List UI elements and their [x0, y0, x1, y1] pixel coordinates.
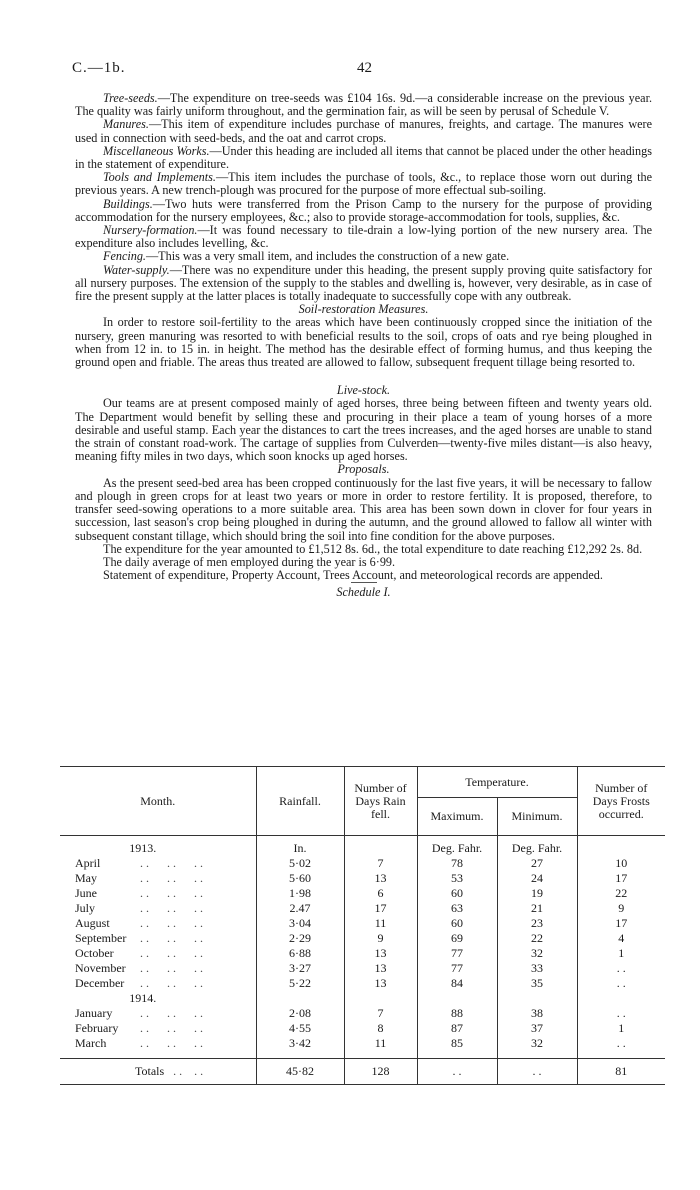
paragraph	[75, 224, 652, 250]
min-temp-cell: 32	[497, 946, 577, 961]
soil-paragraph: In order to restore soil-fertility to the areas which have been continuously cropped since the initiation of the nursery, green manuring was resorted to with beneficial results to the soil, crops of oats and rye being ploughed in when from 12 in. to 15 in. in height. The method has the desirable effect of forming humus, and thus keeping the ground open and friable. The areas thus treated are allowed to fallow, subsequent frequent tillage being resorted to.	[75, 315, 652, 370]
year-1914: 1914.	[129, 990, 157, 1005]
livestock-heading: Live-stock.	[336, 383, 391, 398]
rain-days-cell: 6	[344, 886, 417, 901]
daily-average-paragraph: The daily average of men employed during the year is 6·99.	[103, 554, 396, 569]
max-temp-cell: 85	[417, 1036, 497, 1051]
max-temp-cell: 77	[417, 961, 497, 976]
totals-max: . .	[417, 1059, 497, 1085]
month-cell: February . . . . . .	[75, 1020, 203, 1035]
frost-days-cell: 1	[577, 1021, 665, 1036]
table-row	[60, 886, 665, 901]
max-temp-cell: 84	[417, 976, 497, 991]
frost-days-cell: 17	[577, 871, 665, 886]
rain-days-cell: 7	[344, 856, 417, 871]
frost-days-cell: 17	[577, 916, 665, 931]
unit-rainfall: In.	[256, 836, 344, 856]
year-1913: 1913.	[60, 836, 256, 856]
frost-days-cell: . .	[577, 1036, 665, 1051]
rainfall-cell: 6·88	[256, 946, 344, 961]
frost-days-cell: 10	[577, 856, 665, 871]
rainfall-cell: 2.47	[256, 901, 344, 916]
month-cell: June . . . . . .	[75, 885, 203, 900]
header-month: Month.	[60, 767, 256, 836]
frost-days-cell: . .	[577, 1006, 665, 1021]
proposals-paragraph: As the present seed-bed area has been cropped continuously for the last five years, it will be necessary to fallow and plough in green crops for at least two years or more in order to restore fertility. It is proposed, therefore, to transfer seed-sowing operations to a more suitable area. This area has been sown down in clover for four years in succession, last season's crop being ploughed in during the autumn, and the ground allowed to fallow all winter with subsequent constant tillage, which should bring the soil into fine condition for the above purposes.	[75, 475, 652, 543]
unit-min: Deg. Fahr.	[497, 836, 577, 856]
paragraph	[75, 145, 652, 171]
expenditure-paragraphs	[75, 92, 652, 303]
month-cell: January . . . . . .	[75, 1005, 203, 1020]
min-temp-cell: 35	[497, 976, 577, 991]
rainfall-cell: 2·08	[256, 1006, 344, 1021]
header-temperature: Temperature.	[417, 767, 577, 798]
max-temp-cell: 53	[417, 871, 497, 886]
paragraph	[75, 118, 652, 144]
paragraph-text: —Under this heading are included all items that cannot be placed under the other headings in the statement of expenditure.	[75, 143, 652, 172]
table-row	[60, 1036, 665, 1051]
unit-max: Deg. Fahr.	[417, 836, 497, 856]
table-row	[60, 976, 665, 991]
table-row	[60, 856, 665, 871]
paragraph-text: —It was found necessary to tile-drain a low-lying portion of the new nursery area. The expenditure also includes levelling, &c.	[75, 223, 652, 251]
paragraph-text: —Two huts were transferred from the Prison Camp to the nursery for the purpose of providing accommodation for the nursery employees, &c.; also to provide storage-accommodation for tools, supplies, &c.	[75, 196, 652, 224]
month-cell: July . . . . . .	[75, 900, 203, 915]
totals-row	[60, 1059, 665, 1085]
appended-statement-paragraph: Statement of expenditure, Property Account, Trees Account, and meteorological records are appended.	[103, 568, 603, 583]
header-minimum: Minimum.	[497, 798, 577, 836]
min-temp-cell: 27	[497, 856, 577, 871]
rain-days-cell: 17	[344, 901, 417, 916]
paragraph	[75, 198, 652, 224]
max-temp-cell: 77	[417, 946, 497, 961]
header-frost-days: Number of Days Frosts occurred.	[577, 767, 665, 836]
frost-days-cell: 9	[577, 901, 665, 916]
paragraph-lead: Tools and Implements.	[103, 170, 216, 185]
paragraph-lead: Miscellaneous Works.	[103, 143, 210, 158]
rain-days-cell: 13	[344, 961, 417, 976]
max-temp-cell: 69	[417, 931, 497, 946]
expenditure-total-paragraph: The expenditure for the year amounted to £1,512 8s. 6d., the total expenditure to date reaching £12,292 2s. 8d.	[103, 541, 643, 556]
rainfall-cell: 3·42	[256, 1036, 344, 1051]
section-divider	[351, 582, 377, 583]
max-temp-cell: 60	[417, 886, 497, 901]
totals-rain-days: 128	[344, 1059, 417, 1085]
rain-days-cell: 13	[344, 946, 417, 961]
rain-days-cell: 11	[344, 916, 417, 931]
rain-days-cell: 9	[344, 931, 417, 946]
paragraph	[75, 92, 652, 118]
min-temp-cell: 38	[497, 1006, 577, 1021]
min-temp-cell: 32	[497, 1036, 577, 1051]
max-temp-cell: 63	[417, 901, 497, 916]
table-row	[60, 901, 665, 916]
frost-days-cell: 4	[577, 931, 665, 946]
max-temp-cell: 78	[417, 856, 497, 871]
table-row	[60, 1006, 665, 1021]
max-temp-cell: 88	[417, 1006, 497, 1021]
page-header	[72, 60, 657, 78]
month-cell: October . . . . . .	[75, 945, 203, 960]
header-rain-days: Number of Days Rain fell.	[344, 767, 417, 836]
month-cell: September . . . . . .	[75, 930, 203, 945]
min-temp-cell: 21	[497, 901, 577, 916]
paragraph-text: —This item includes the purchase of tools, &c., to replace those worn out during the previous years. A new trench-plough was procured for the purpose of more effectual sub-soiling.	[75, 170, 652, 198]
table-row	[60, 916, 665, 931]
month-cell: December . . . . . .	[75, 975, 203, 990]
min-temp-cell: 22	[497, 931, 577, 946]
paragraph-lead: Water-supply.	[103, 262, 170, 277]
table-row	[60, 931, 665, 946]
min-temp-cell: 33	[497, 961, 577, 976]
rain-days-cell: 8	[344, 1021, 417, 1036]
max-temp-cell: 60	[417, 916, 497, 931]
frost-days-cell: 22	[577, 886, 665, 901]
min-temp-cell: 37	[497, 1021, 577, 1036]
month-cell: November . . . . . .	[75, 960, 203, 975]
frost-days-cell: 1	[577, 946, 665, 961]
document-reference: C.—1b.	[72, 60, 126, 76]
livestock-paragraph: Our teams are at present composed mainly of aged horses, three being between fifteen and twenty years old. The Department would benefit by selling these and procuring in their place a team of young horses of a more desirable and useful stamp. Each year the distances to cart the trees increases, and the aged horses are unable to stand the strain of constant road-work. The cartage of supplies from Culverden—twenty-five miles distant—is also heavy, meaning fifty miles in two days, which soon knocks up aged horses.	[75, 396, 652, 464]
schedule-table	[60, 766, 665, 1086]
rainfall-cell: 2·29	[256, 931, 344, 946]
rainfall-cell: 3·27	[256, 961, 344, 976]
min-temp-cell: 23	[497, 916, 577, 931]
paragraph-lead: Manures.	[103, 117, 149, 132]
rain-days-cell: 13	[344, 976, 417, 991]
rainfall-cell: 3·04	[256, 916, 344, 931]
min-temp-cell: 19	[497, 886, 577, 901]
rain-days-cell: 13	[344, 871, 417, 886]
paragraph-text: —This was a very small item, and includes the construction of a new gate.	[145, 249, 510, 264]
schedule-title: Schedule I.	[336, 585, 391, 600]
table-row	[60, 1021, 665, 1036]
paragraph-lead: Tree-seeds.	[103, 91, 158, 105]
header-rainfall: Rainfall.	[256, 767, 344, 836]
rainfall-cell: 5·22	[256, 976, 344, 991]
rainfall-cell: 1·98	[256, 886, 344, 901]
soil-heading: Soil-restoration Measures.	[298, 302, 429, 317]
rainfall-cell: 5·60	[256, 871, 344, 886]
totals-frost: 81	[577, 1059, 665, 1085]
frost-days-cell: . .	[577, 961, 665, 976]
paragraph-text: —This item of expenditure includes purchase of manures, freights, and cartage. The manures were used in connection with seed-beds, and the oat and carrot crops.	[75, 117, 652, 145]
page-number: 42	[357, 60, 372, 76]
table-row	[60, 961, 665, 976]
paragraph	[75, 264, 652, 304]
totals-label: Totals . . . .	[60, 1059, 256, 1085]
table-row	[60, 946, 665, 961]
header-maximum: Maximum.	[417, 798, 497, 836]
rainfall-cell: 4·55	[256, 1021, 344, 1036]
table-row	[60, 871, 665, 886]
paragraph-text: —The expenditure on tree-seeds was £104 16s. 9d.—a considerable increase on the previous year. The quality was fairly uniform throughout, and the germination fair, as will be seen by perusal of Schedule V.	[75, 91, 652, 119]
paragraph-lead: Fencing.	[103, 249, 146, 264]
month-cell: March . . . . . .	[75, 1035, 203, 1050]
month-cell: May . . . . . .	[75, 870, 203, 885]
rain-days-cell: 11	[344, 1036, 417, 1051]
paragraph-lead: Buildings.	[103, 196, 153, 211]
paragraph-text: —There was no expenditure under this heading, the present supply proving quite satisfactory for all nursery purposes. The extension of the supply to the stables and dwelling is, however, very desirable, as in case of fire the present supply at the latter places is totally inadequate to successfully cope with any outbreak.	[75, 262, 652, 304]
month-cell: August . . . . . .	[75, 915, 203, 930]
paragraph	[75, 171, 652, 197]
report-body	[75, 92, 652, 600]
totals-rainfall: 45·82	[256, 1059, 344, 1085]
rainfall-cell: 5·02	[256, 856, 344, 871]
min-temp-cell: 24	[497, 871, 577, 886]
rain-days-cell: 7	[344, 1006, 417, 1021]
paragraph-lead: Nursery-formation.	[103, 223, 198, 238]
max-temp-cell: 87	[417, 1021, 497, 1036]
proposals-heading: Proposals.	[337, 462, 390, 477]
frost-days-cell: . .	[577, 976, 665, 991]
month-cell: April . . . . . .	[75, 855, 203, 870]
totals-min: . .	[497, 1059, 577, 1085]
